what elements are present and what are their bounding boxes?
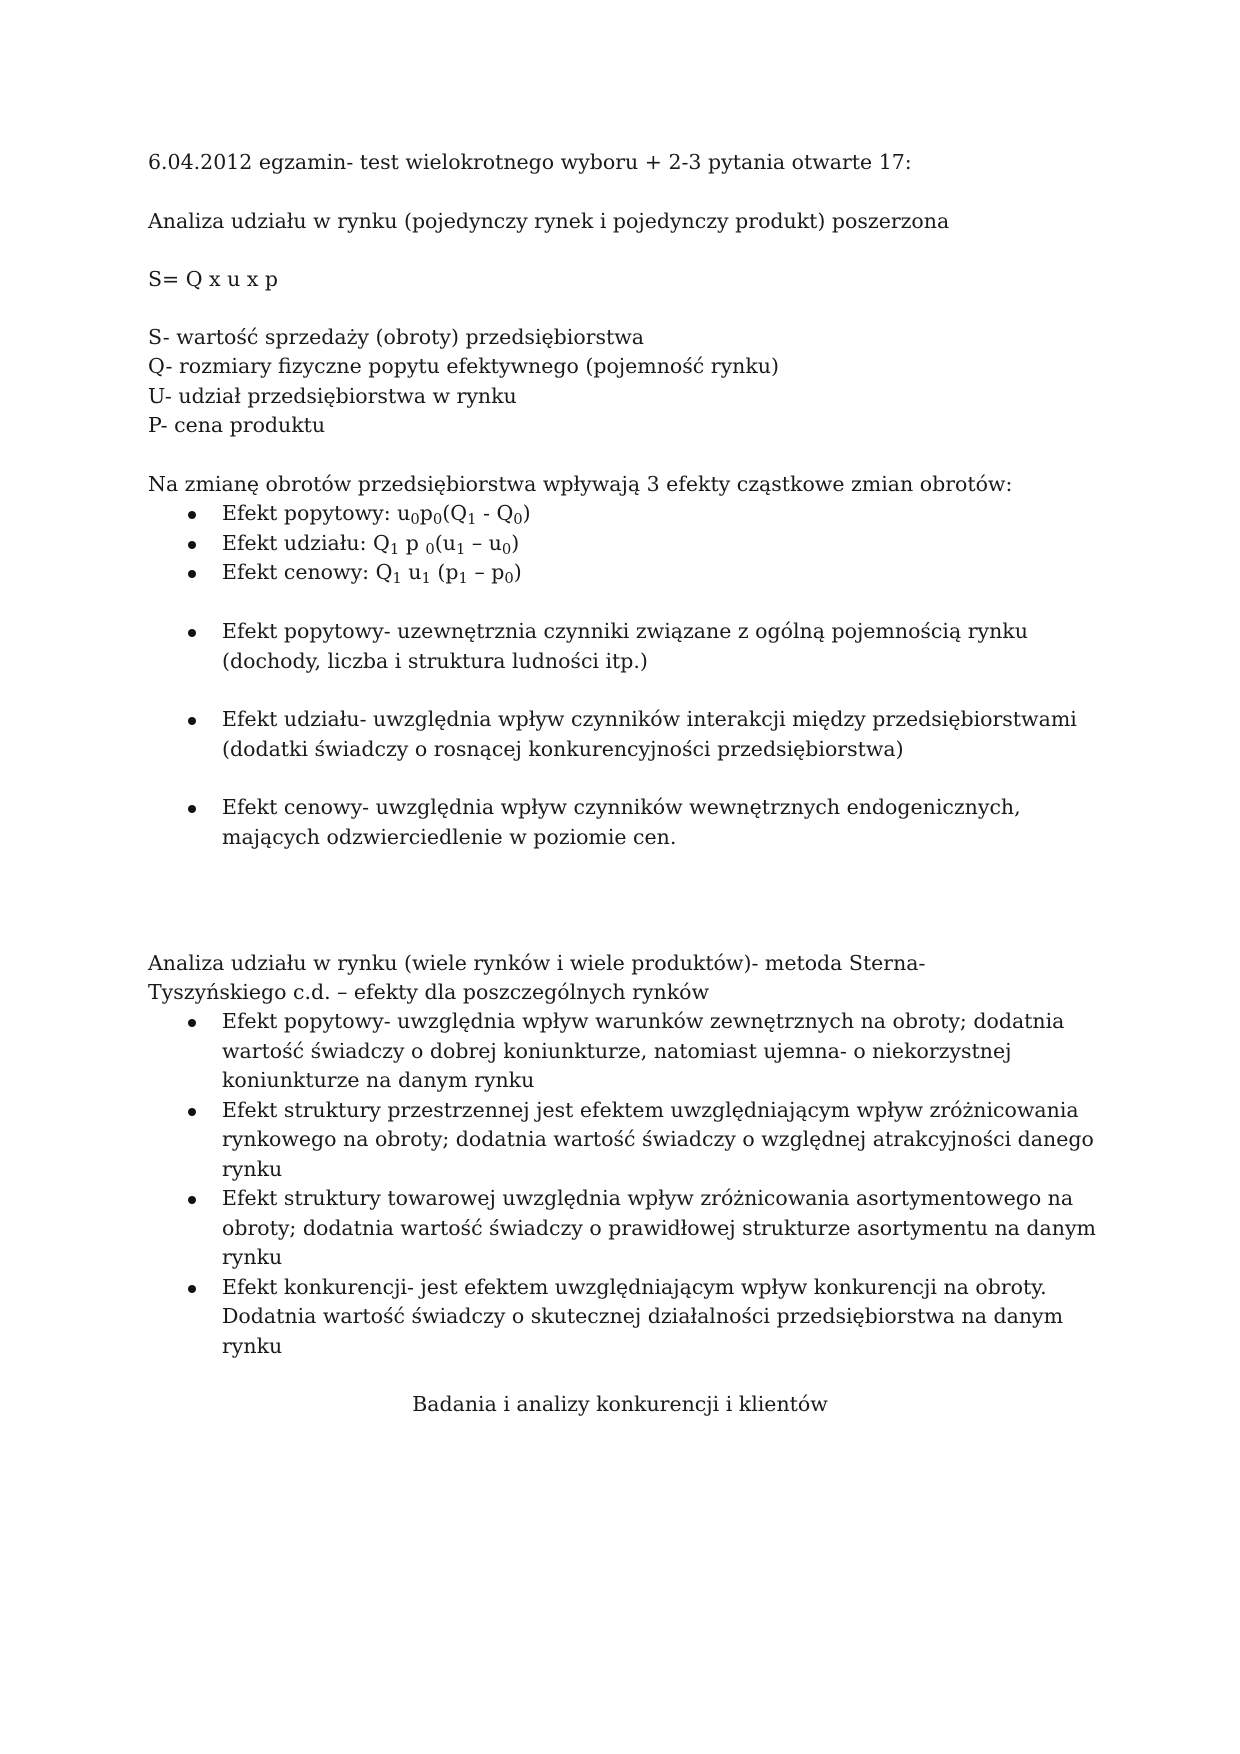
list-item bbox=[0, 1007, 1102, 1096]
closing-heading: Badania i analizy konkurencji i klientów bbox=[412, 1392, 828, 1416]
effect-formula-list bbox=[0, 499, 1240, 588]
bullet-icon bbox=[188, 629, 196, 637]
list-item bbox=[0, 793, 1102, 852]
list-item bbox=[0, 705, 1102, 764]
formula-line: S= Q x u x p bbox=[148, 267, 279, 291]
bullet-icon bbox=[188, 541, 196, 549]
effect-description: Efekt popytowy- uzewnętrznia czynniki związane z ogólną pojemnością rynku (dochody, liczba i struktura ludności itp.) bbox=[222, 619, 1028, 673]
bullet-icon bbox=[188, 511, 196, 519]
effect-udzialu-formula: Efekt udziału: $Q_1$ p $_0(u_1 - u_0)$ bbox=[222, 530, 520, 558]
bullet-icon bbox=[188, 1019, 196, 1027]
effect-description-list bbox=[0, 617, 1240, 852]
list-item bbox=[0, 617, 1102, 676]
market-effect: Efekt konkurencji- jest efektem uwzględniającym wpływ konkurencji na obroty. Dodatnia wartość świadczy o skutecznej działalności przedsiębiorstwa na danym rynku bbox=[222, 1274, 1064, 1358]
definition-p: P- cena produktu bbox=[148, 413, 326, 437]
market-effect: Efekt struktury przestrzennej jest efektem uwzględniającym wpływ zróżnicowania rynkowego na obroty; dodatnia wartość świadczy o względnej atrakcyjności danego rynku bbox=[222, 1097, 1094, 1181]
list-item bbox=[0, 1096, 1102, 1185]
list-item bbox=[0, 1184, 1102, 1273]
bullet-icon bbox=[188, 570, 196, 578]
bullet-icon bbox=[188, 1196, 196, 1204]
effect-popytowy-formula: Efekt popytowy: $u_0p_0(Q_1 - Q_0)$ bbox=[222, 501, 531, 529]
list-item bbox=[0, 529, 1102, 559]
section2-title-line1: Analiza udziału w rynku (wiele rynków i wiele produktów)- metoda Sterna- bbox=[148, 951, 926, 975]
bullet-icon bbox=[188, 1285, 196, 1293]
list-item bbox=[0, 499, 1102, 529]
effect-description: Efekt udziału- uwzględnia wpływ czynników interakcji między przedsiębiorstwami (dodatki świadczy o rosnącej konkurencyjności przedsiębiorstwa) bbox=[222, 707, 1077, 761]
market-effect: Efekt struktury towarowej uwzględnia wpływ zróżnicowania asortymentowego na obroty; dodatnia wartość świadczy o prawidłowej strukturze asortymentu na danym rynku bbox=[222, 1186, 1096, 1269]
definition-q: Q- rozmiary fizyczne popytu efektywnego (pojemność rynku) bbox=[148, 354, 779, 378]
effect-cenowy-formula: Efekt cenowy: $Q_1$ $u_1$ $(p_1 - p_0)$ bbox=[222, 560, 522, 588]
bullet-icon bbox=[188, 805, 196, 813]
section1-title: Analiza udziału w rynku (pojedynczy rynek i pojedynczy produkt) poszerzona bbox=[148, 209, 950, 233]
bullet-icon bbox=[188, 1108, 196, 1116]
spacer bbox=[0, 764, 1240, 793]
bullet-icon bbox=[188, 717, 196, 725]
spacer bbox=[0, 676, 1240, 705]
section2-title-line2: Tyszyńskiego c.d. – efekty dla poszczególnych rynków bbox=[148, 980, 710, 1004]
effects-intro: Na zmianę obrotów przedsiębiorstwa wpływają 3 efekty cząstkowe zmian obrotów: bbox=[148, 472, 1013, 496]
definition-s: S- wartość sprzedaży (obroty) przedsiębiorstwa bbox=[148, 325, 644, 349]
market-effect: Efekt popytowy- uwzględnia wpływ warunków zewnętrznych na obroty; dodatnia wartość świadczy o dobrej koniunkturze, natomiast ujemna- o niekorzystnej koniunkturze na danym rynku bbox=[222, 1009, 1065, 1092]
effect-description: Efekt cenowy- uwzględnia wpływ czynników wewnętrznych endogenicznych, mających odzwierciedlenie w poziomie cen. bbox=[222, 795, 1021, 849]
header-line: 6.04.2012 egzamin- test wielokrotnego wyboru + 2-3 pytania otwarte 17: bbox=[148, 150, 912, 174]
list-item bbox=[0, 558, 1102, 588]
market-effects-list bbox=[0, 1007, 1240, 1361]
list-item bbox=[0, 1273, 1102, 1362]
definition-u: U- udział przedsiębiorstwa w rynku bbox=[148, 384, 517, 408]
